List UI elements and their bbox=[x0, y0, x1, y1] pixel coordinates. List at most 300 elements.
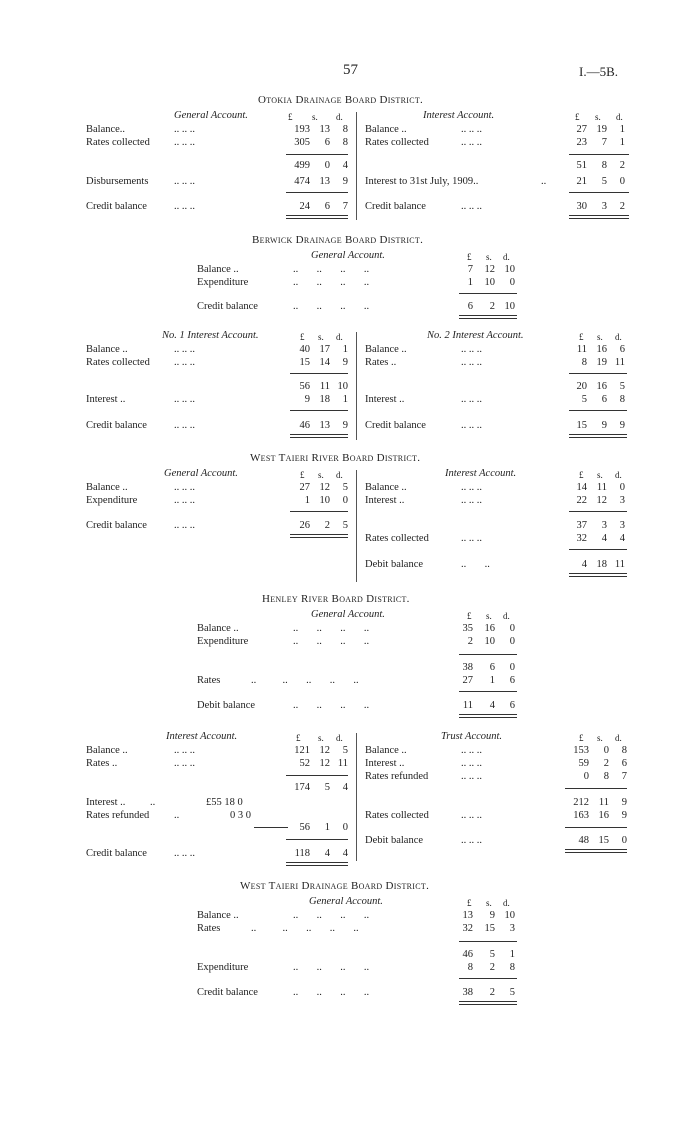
shillings: 15 bbox=[484, 923, 495, 934]
pounds: 4 bbox=[581, 559, 587, 570]
section-title-berwick: Berwick Drainage Board District. bbox=[252, 234, 424, 246]
pence: 3 bbox=[619, 520, 625, 531]
pence: 9 bbox=[621, 797, 627, 808]
pence: 8 bbox=[619, 394, 625, 405]
henley-general-account bbox=[197, 609, 517, 719]
ledger-row: Expenditure .. .. .. .. 2 10 0 bbox=[197, 636, 515, 647]
shilling-header: s. bbox=[597, 733, 603, 743]
subtotal-rule bbox=[286, 154, 348, 155]
row-label: Rates collected bbox=[365, 533, 429, 544]
leader-dots: .. .. .. bbox=[174, 176, 195, 187]
row-label: Balance .. bbox=[365, 745, 407, 756]
row-label: Interest .. bbox=[365, 495, 405, 506]
shilling-header: s. bbox=[486, 611, 492, 621]
row-label: Balance .. bbox=[365, 482, 407, 493]
shillings: 5 bbox=[601, 176, 607, 187]
shillings: 2 bbox=[324, 520, 330, 531]
shillings: 19 bbox=[596, 124, 607, 135]
pounds: 32 bbox=[462, 923, 473, 934]
account-subtitle: Interest Account. bbox=[166, 731, 238, 742]
pence: 0 bbox=[509, 662, 515, 673]
pence-header: d. bbox=[336, 733, 343, 743]
ledger-row-subtotal bbox=[86, 781, 350, 794]
ledger-row-subtotal bbox=[197, 661, 517, 674]
shillings: 7 bbox=[601, 137, 607, 148]
row-label: Rates collected bbox=[365, 810, 429, 821]
shillings: 6 bbox=[601, 394, 607, 405]
ledger-row bbox=[86, 481, 350, 494]
total-rule bbox=[459, 978, 517, 979]
leader-dots: .. .. .. bbox=[461, 394, 482, 405]
pounds: 5 bbox=[581, 394, 587, 405]
pound-header: £ bbox=[579, 733, 584, 743]
row-label: Rates .. bbox=[86, 758, 118, 769]
row-label: Credit balance bbox=[86, 848, 147, 859]
pounds: 59 bbox=[578, 758, 589, 769]
shilling-header: s. bbox=[595, 112, 601, 122]
pounds: 474 bbox=[294, 176, 310, 187]
leader-dots: .. .. .. bbox=[461, 771, 482, 782]
double-rule bbox=[290, 434, 348, 438]
row-label: Balance .. bbox=[86, 482, 128, 493]
inner-amount: 0 3 0 bbox=[230, 810, 251, 821]
pounds: 7 bbox=[467, 264, 473, 275]
pence: 6 bbox=[509, 675, 515, 686]
otokia-general-account bbox=[86, 110, 350, 220]
subtotal-rule bbox=[569, 511, 627, 512]
ledger-row: Balance .. .. .. .. .. 35 16 0 bbox=[197, 623, 515, 634]
shilling-header: s. bbox=[597, 470, 603, 480]
account-subtitle: Interest Account. bbox=[423, 110, 495, 121]
leader-dots: .. .. .. bbox=[461, 344, 482, 355]
leader-dots: .. .. .. bbox=[174, 848, 195, 859]
ledger-row: Rates .. .. .. .. .. 32 15 3 bbox=[197, 923, 515, 934]
pound-header: £ bbox=[467, 898, 472, 908]
pound-header: £ bbox=[467, 611, 472, 621]
shillings: 11 bbox=[319, 381, 330, 392]
leader-dots: .. .. .. bbox=[461, 758, 482, 769]
page-reference: I.—5B. bbox=[579, 64, 618, 79]
pounds: 6 bbox=[467, 301, 473, 312]
leader-dots: .. .. .. bbox=[461, 420, 482, 431]
page-number: 57 bbox=[343, 62, 358, 78]
pence: 5 bbox=[619, 381, 625, 392]
pence: 0 bbox=[621, 835, 627, 846]
leader-dots: .. .. .. bbox=[174, 357, 195, 368]
shillings: 0 bbox=[324, 160, 330, 171]
henley-trust-account bbox=[365, 731, 629, 859]
pence: 9 bbox=[342, 176, 348, 187]
shillings: 10 bbox=[319, 495, 330, 506]
pound-header: £ bbox=[296, 733, 301, 743]
row-label: Rates collected bbox=[86, 137, 150, 148]
pence: 4 bbox=[619, 533, 625, 544]
double-rule bbox=[569, 434, 627, 438]
section-title-west-taieri-drainage: West Taieri Drainage Board District. bbox=[240, 880, 430, 892]
shillings: 8 bbox=[603, 771, 609, 782]
double-rule bbox=[459, 1001, 517, 1005]
pence: 11 bbox=[337, 758, 348, 769]
shillings: 14 bbox=[319, 357, 330, 368]
column-divider bbox=[356, 112, 357, 220]
ledger-row-subtotal bbox=[365, 380, 629, 393]
section-title-henley: Henley River Board District. bbox=[262, 593, 410, 605]
ledger-row-subtotal bbox=[86, 380, 350, 393]
column-divider bbox=[356, 470, 357, 582]
ledger-row-balance bbox=[86, 419, 350, 432]
row-label: Balance .. bbox=[197, 264, 239, 275]
ledger-row: Expenditure .. .. .. .. 1 10 0 bbox=[197, 277, 515, 288]
inner-amount: £55 18 0 bbox=[206, 797, 243, 808]
row-label: Expenditure bbox=[197, 962, 249, 973]
ledger-row bbox=[86, 356, 350, 369]
pounds: 56 bbox=[299, 381, 310, 392]
pence: 3 bbox=[619, 495, 625, 506]
pence: 10 bbox=[337, 381, 348, 392]
pounds: 56 bbox=[299, 822, 310, 833]
pence: 10 bbox=[504, 301, 515, 312]
berwick-no2-interest-account bbox=[365, 330, 629, 440]
pounds: 13 bbox=[462, 910, 473, 921]
pence: 0 bbox=[509, 623, 515, 634]
leader-dots: .. .. .. bbox=[174, 124, 195, 135]
ledger-row bbox=[365, 809, 629, 822]
row-label: Credit balance bbox=[86, 520, 147, 531]
pounds: 38 bbox=[462, 662, 473, 673]
column-divider bbox=[356, 733, 357, 861]
pounds: 11 bbox=[462, 700, 473, 711]
pounds: 118 bbox=[294, 848, 310, 859]
shillings: 13 bbox=[319, 176, 330, 187]
pence: 9 bbox=[342, 357, 348, 368]
pounds: 27 bbox=[299, 482, 310, 493]
leader-dots: .. bbox=[150, 797, 156, 808]
pence: 5 bbox=[509, 987, 515, 998]
pound-header: £ bbox=[467, 252, 472, 262]
shillings: 15 bbox=[598, 835, 609, 846]
pence: 7 bbox=[342, 201, 348, 212]
ledger-row bbox=[86, 393, 350, 406]
otokia-interest-account bbox=[365, 110, 629, 220]
pence: 1 bbox=[509, 949, 515, 960]
pounds: 20 bbox=[576, 381, 587, 392]
pounds: 499 bbox=[294, 160, 310, 171]
pence: 11 bbox=[614, 559, 625, 570]
pounds: 1 bbox=[467, 277, 473, 288]
shillings: 6 bbox=[489, 662, 495, 673]
shillings: 16 bbox=[484, 623, 495, 634]
pounds: 27 bbox=[576, 124, 587, 135]
pounds: 46 bbox=[462, 949, 473, 960]
double-rule bbox=[286, 215, 348, 219]
total-rule bbox=[290, 410, 348, 411]
ledger-row-subtotal bbox=[365, 159, 629, 172]
ledger-row-subtotal bbox=[365, 796, 629, 809]
row-label: Rates .. bbox=[365, 357, 397, 368]
leader-dots: .. .. .. bbox=[174, 758, 195, 769]
ledger-row-subtotal bbox=[86, 159, 350, 172]
pence-header: d. bbox=[336, 112, 343, 122]
double-rule bbox=[290, 534, 348, 538]
row-label: Rates collected bbox=[86, 357, 150, 368]
subtotal-rule bbox=[286, 775, 348, 776]
pounds: 30 bbox=[576, 201, 587, 212]
pence-header: d. bbox=[616, 112, 623, 122]
row-label: Interest .. bbox=[86, 394, 126, 405]
pence: 1 bbox=[619, 124, 625, 135]
row-label: Debit balance bbox=[197, 700, 256, 711]
ledger-row bbox=[86, 343, 350, 356]
pound-header: £ bbox=[300, 470, 305, 480]
shilling-header: s. bbox=[318, 332, 324, 342]
ledger-row: Expenditure .. .. .. .. 8 2 8 bbox=[197, 962, 515, 973]
pounds: 2 bbox=[467, 636, 473, 647]
pence: 8 bbox=[342, 137, 348, 148]
pence: 3 bbox=[509, 923, 515, 934]
pence: 9 bbox=[621, 810, 627, 821]
leader-dots: .. .. .. bbox=[174, 420, 195, 431]
row-label: Interest .. bbox=[365, 758, 405, 769]
pence-header: d. bbox=[615, 733, 622, 743]
total-rule bbox=[569, 410, 627, 411]
ledger-row bbox=[86, 757, 350, 770]
shillings: 9 bbox=[601, 420, 607, 431]
row-label: Balance .. bbox=[197, 910, 239, 921]
west-taieri-river-interest-account bbox=[365, 468, 629, 582]
shilling-header: s. bbox=[486, 898, 492, 908]
total-rule bbox=[290, 511, 348, 512]
leader-dots: .. .. .. bbox=[461, 835, 482, 846]
total-rule bbox=[286, 192, 348, 193]
ledger-row-balance bbox=[86, 519, 350, 532]
shillings: 12 bbox=[596, 495, 607, 506]
pounds: 1 bbox=[304, 495, 310, 506]
row-label: Rates bbox=[197, 923, 221, 934]
account-subtitle: General Account. bbox=[311, 609, 385, 620]
leader-dots: .. .. .. bbox=[174, 344, 195, 355]
leader-dots: .. bbox=[174, 810, 180, 821]
leader-dots: .. .. .. bbox=[461, 495, 482, 506]
shillings: 18 bbox=[319, 394, 330, 405]
pence: 6 bbox=[621, 758, 627, 769]
pence: 8 bbox=[342, 124, 348, 135]
row-label: Credit balance bbox=[197, 987, 258, 998]
ledger-row-balance: Debit balance .. .. .. .. 11 4 6 bbox=[197, 700, 515, 711]
total-rule bbox=[459, 691, 517, 692]
shillings: 5 bbox=[489, 949, 495, 960]
pounds: 51 bbox=[576, 160, 587, 171]
row-label: Balance.. bbox=[86, 124, 126, 135]
pence-header: d. bbox=[336, 470, 343, 480]
ledger-row bbox=[365, 744, 629, 757]
pence-header: d. bbox=[336, 332, 343, 342]
row-label: Rates collected bbox=[365, 137, 429, 148]
ledger-row-balance bbox=[86, 847, 350, 860]
pence: 0 bbox=[619, 482, 625, 493]
shillings: 16 bbox=[598, 810, 609, 821]
ledger-row bbox=[365, 481, 629, 494]
row-label: Credit balance bbox=[86, 420, 147, 431]
ledger-row bbox=[365, 393, 629, 406]
ledger-row-balance: Credit balance .. .. .. .. 38 2 5 bbox=[197, 987, 515, 998]
ledger-row bbox=[86, 175, 350, 188]
total-rule bbox=[569, 549, 627, 550]
shillings: 4 bbox=[601, 533, 607, 544]
row-label: Debit balance bbox=[365, 559, 424, 570]
shillings: 13 bbox=[319, 124, 330, 135]
pence: 7 bbox=[621, 771, 627, 782]
pounds: 35 bbox=[462, 623, 473, 634]
leader-dots: .. .. .. bbox=[461, 124, 482, 135]
ledger-row bbox=[86, 123, 350, 136]
section-title-otokia: Otokia Drainage Board District. bbox=[258, 94, 424, 106]
ledger-row: Balance .. .. .. .. .. 7 12 10 bbox=[197, 264, 515, 275]
berwick-general-account bbox=[197, 250, 517, 320]
ledger-row bbox=[365, 757, 629, 770]
shilling-header: s. bbox=[486, 252, 492, 262]
row-label: Expenditure bbox=[197, 636, 249, 647]
pounds: 26 bbox=[299, 520, 310, 531]
leader-dots: .. .. .. bbox=[174, 201, 195, 212]
shillings: 19 bbox=[596, 357, 607, 368]
pounds: 38 bbox=[462, 987, 473, 998]
ledger-row bbox=[365, 123, 629, 136]
pence: 4 bbox=[342, 848, 348, 859]
ledger-row bbox=[365, 343, 629, 356]
shillings: 13 bbox=[319, 420, 330, 431]
row-label: Rates refunded bbox=[86, 810, 150, 821]
ledger-row-subtotal bbox=[86, 821, 350, 834]
pence: 9 bbox=[342, 420, 348, 431]
west-taieri-drainage-general-account bbox=[197, 896, 517, 1021]
pence: 1 bbox=[342, 344, 348, 355]
ledger-row-balance bbox=[86, 200, 350, 213]
row-label: Credit balance bbox=[365, 201, 426, 212]
subtotal-rule bbox=[565, 788, 627, 789]
leader-dots: .. .. .. bbox=[461, 482, 482, 493]
pounds: 48 bbox=[578, 835, 589, 846]
pence: 8 bbox=[509, 962, 515, 973]
pence: 5 bbox=[342, 520, 348, 531]
pounds: 163 bbox=[573, 810, 589, 821]
shillings: 2 bbox=[489, 987, 495, 998]
pence: 6 bbox=[619, 344, 625, 355]
ledger-row bbox=[365, 494, 629, 507]
account-subtitle: No. 2 Interest Account. bbox=[427, 330, 524, 341]
ledger-row bbox=[86, 136, 350, 149]
shillings: 4 bbox=[489, 700, 495, 711]
pence-header: d. bbox=[503, 898, 510, 908]
account-subtitle: General Account. bbox=[311, 250, 385, 261]
ledger-row bbox=[86, 494, 350, 507]
shillings: 3 bbox=[601, 201, 607, 212]
pounds: 24 bbox=[299, 201, 310, 212]
pounds: 46 bbox=[299, 420, 310, 431]
pounds: 8 bbox=[581, 357, 587, 368]
row-label: Credit balance bbox=[86, 201, 147, 212]
pence: 6 bbox=[509, 700, 515, 711]
pound-header: £ bbox=[579, 332, 584, 342]
shillings: 8 bbox=[601, 160, 607, 171]
pence: 0 bbox=[342, 822, 348, 833]
row-label: Interest .. bbox=[365, 394, 405, 405]
leader-dots: .. .. .. bbox=[461, 810, 482, 821]
ledger-row: Rates .. .. .. .. .. 27 1 6 bbox=[197, 675, 515, 686]
double-rule bbox=[459, 315, 517, 319]
pence-header: d. bbox=[615, 470, 622, 480]
pounds: 15 bbox=[299, 357, 310, 368]
pence: 11 bbox=[614, 357, 625, 368]
shillings: 6 bbox=[324, 201, 330, 212]
pence: 5 bbox=[342, 745, 348, 756]
west-taieri-river-general-account bbox=[86, 468, 350, 548]
henley-interest-account bbox=[86, 731, 350, 866]
leader-dots: .. .. .. bbox=[461, 201, 482, 212]
leader-dots: .. bbox=[541, 176, 547, 187]
pence-header: d. bbox=[615, 332, 622, 342]
pence: 0 bbox=[342, 495, 348, 506]
row-label: Balance .. bbox=[86, 745, 128, 756]
shillings: 12 bbox=[484, 264, 495, 275]
pounds: 121 bbox=[294, 745, 310, 756]
shillings: 1 bbox=[324, 822, 330, 833]
ledger-row bbox=[86, 796, 350, 809]
shillings: 3 bbox=[601, 520, 607, 531]
column-divider bbox=[356, 332, 357, 440]
account-subtitle: General Account. bbox=[164, 468, 238, 479]
pounds: 8 bbox=[467, 962, 473, 973]
shillings: 11 bbox=[596, 482, 607, 493]
ledger-row bbox=[365, 532, 629, 545]
pence: 4 bbox=[342, 160, 348, 171]
pounds: 11 bbox=[576, 344, 587, 355]
ledger-row-balance bbox=[365, 834, 629, 847]
subtotal-rule bbox=[290, 373, 348, 374]
shillings: 17 bbox=[319, 344, 330, 355]
row-label: Balance .. bbox=[197, 623, 239, 634]
ledger-row-subtotal bbox=[197, 948, 517, 961]
pence: 1 bbox=[342, 394, 348, 405]
leader-dots: .. .. .. bbox=[461, 745, 482, 756]
pence-header: d. bbox=[503, 611, 510, 621]
shillings: 16 bbox=[596, 381, 607, 392]
ledger-row bbox=[365, 136, 629, 149]
leader-dots: .. .. .. bbox=[174, 745, 195, 756]
account-subtitle: Interest Account. bbox=[445, 468, 517, 479]
pounds: 23 bbox=[576, 137, 587, 148]
leader-dots: .. .. .. bbox=[461, 533, 482, 544]
shillings: 12 bbox=[319, 482, 330, 493]
shillings: 6 bbox=[324, 137, 330, 148]
leader-dots: .. .. .. bbox=[461, 357, 482, 368]
row-label: Interest to 31st July, 1909.. bbox=[365, 176, 479, 187]
shillings: 12 bbox=[319, 745, 330, 756]
pounds: 37 bbox=[576, 520, 587, 531]
shillings: 1 bbox=[489, 675, 495, 686]
shilling-header: s. bbox=[597, 332, 603, 342]
row-label: Expenditure bbox=[197, 277, 249, 288]
shillings: 10 bbox=[484, 636, 495, 647]
double-rule bbox=[286, 862, 348, 866]
pounds: 21 bbox=[576, 176, 587, 187]
pence: 10 bbox=[504, 910, 515, 921]
row-label: Credit balance bbox=[197, 301, 258, 312]
pence: 1 bbox=[619, 137, 625, 148]
shillings: 9 bbox=[489, 910, 495, 921]
pounds: 0 bbox=[583, 771, 589, 782]
subtotal-rule bbox=[569, 154, 629, 155]
pounds: 193 bbox=[294, 124, 310, 135]
